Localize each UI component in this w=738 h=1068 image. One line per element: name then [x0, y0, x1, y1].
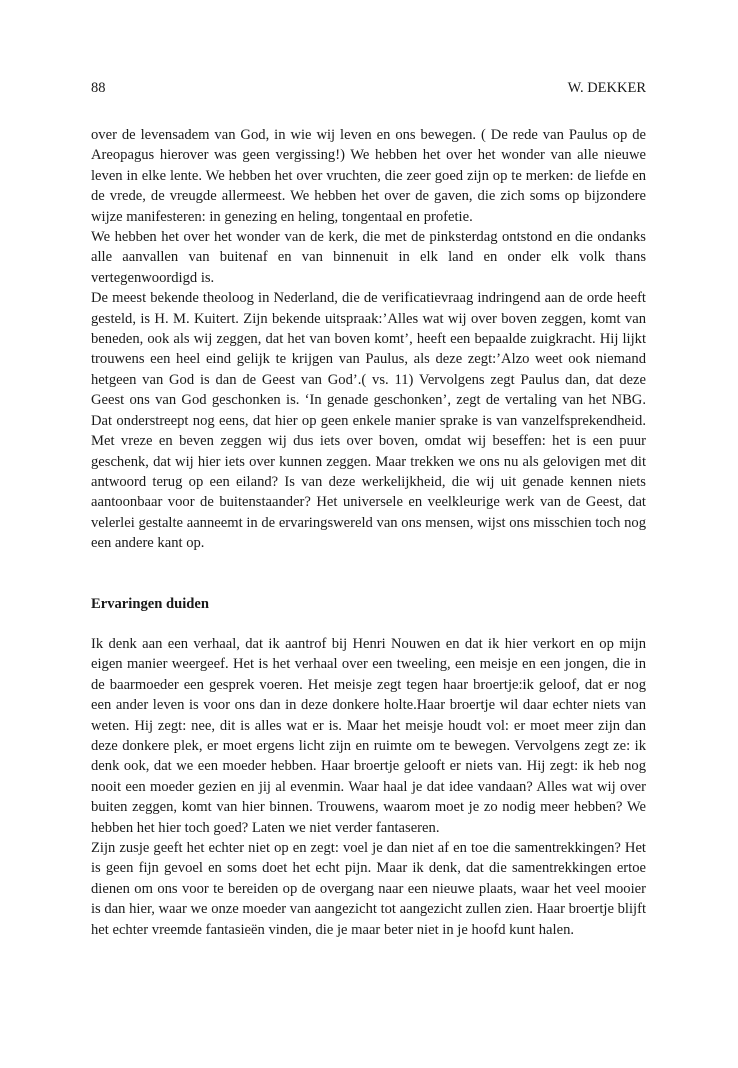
page-number: 88 — [91, 80, 106, 96]
paragraph: over de levensadem van God, in wie wij leven en ons bewegen. ( De rede van Paulus op de Areopagus hierover was geen vergissing!) We hebben het over het wonder van alle nieuwe leven in elke lente. We hebben het over vruchten, die zeer goed zijn op te merken: de liefde en de vrede, de vreugde allermeest. We hebben het over de gaven, die zich soms op bijzondere wijze manifesteren: in genezing en heling, tongentaal en profetie. — [91, 127, 646, 225]
running-title: W. DEKKER — [567, 80, 646, 96]
paragraph: We hebben het over het wonder van de kerk, die met de pinksterdag ontstond en die ondanks alle aanvallen van buitenaf en van binnenuit in elk land en onder elk volk thans vertegenwoordigd is. — [91, 229, 646, 286]
section-heading: Ervaringen duiden — [91, 595, 209, 612]
running-head — [91, 78, 646, 98]
body-text — [91, 125, 646, 554]
paragraph: De meest bekende theoloog in Nederland, die de verificatievraag indringend aan de orde heeft gesteld, is H. M. Kuitert. Zijn bekende uitspraak:’Alles wat wij over boven zeggen, komt van beneden, ook als wij zeggen, dat het van boven komt’, heeft een bepaalde zuigkracht. Hij lijkt trouwens een heel eind gelijk te krijgen van Paulus, als deze zegt:’Alzo weet ook niemand hetgeen van God is dan de Geest van God’.( vs. 11) Vervolgens zegt Paulus dan, dat deze Geest ons van God geschonken is. ‘In genade geschonken’, zegt de vertaling van het NBG. Dat onderstreept nog eens, dat hier op geen enkele manier sprake is van vanzelfsprekendheid. Met vreze en beven zeggen wij dus iets over boven, omdat wij beseffen: het is een puur geschenk, dat wij hier iets over kunnen zeggen. Maar trekken we ons nu als gelovigen met dit antwoord terug op een eiland? Is van deze werkelijkheid, die wij uit genade kennen niets aantoonbaar voor de buitenstaander? Het universele en veelkleurige werk van de Geest, dat velerlei gestalte aanneemt in de ervaringswereld van ons mensen, wijst ons misschien toch nog een andere kant op. — [91, 290, 646, 552]
section-body-text — [91, 634, 646, 940]
paragraph: Zijn zusje geeft het echter niet op en zegt: voel je dan niet af en toe die samentrekkingen? Het is geen fijn gevoel en soms doet het echt pijn. Maar ik denk, dat die samentrekkingen ertoe dienen om ons voor te bereiden op de overgang naar een nieuwe plaats, waar het veel mooier is dan hier, waar we onze moeder van aangezicht tot aangezicht zullen zien. Haar broertje blijft het echter vreemde fantasieën vinden, die je maar beter niet in je hoofd kunt halen. — [91, 840, 646, 938]
book-page — [91, 78, 646, 940]
paragraph: Ik denk aan een verhaal, dat ik aantrof bij Henri Nouwen en dat ik hier verkort en op mijn eigen manier weergeef. Het is het verhaal over een tweeling, een meisje en een jongen, die in de baarmoeder een gesprek voeren. Het meisje zegt tegen haar broertje:ik geloof, dat er nog een ander leven is voor ons dan in deze donkere holte.Haar broertje wil daar echter niets van weten. Hij zegt: nee, dit is alles wat er is. Maar het meisje houdt vol: er moet meer zijn dan deze donkere plek, er moet ergens licht zijn en ruimte om te bewegen. Vervolgens zegt ze: ik denk ook, dat we een moeder hebben. Haar broertje gelooft er niets van. Hij zegt: ik heb nog nooit een moeder gezien en jij al evenmin. Waar haal je dat idee vandaan? Alles wat wij over buiten zeggen, komt van hier binnen. Trouwens, waarom moet je zo nodig meer hebben? We hebben het hier toch goed? Laten we niet verder fantaseren. — [91, 635, 646, 836]
